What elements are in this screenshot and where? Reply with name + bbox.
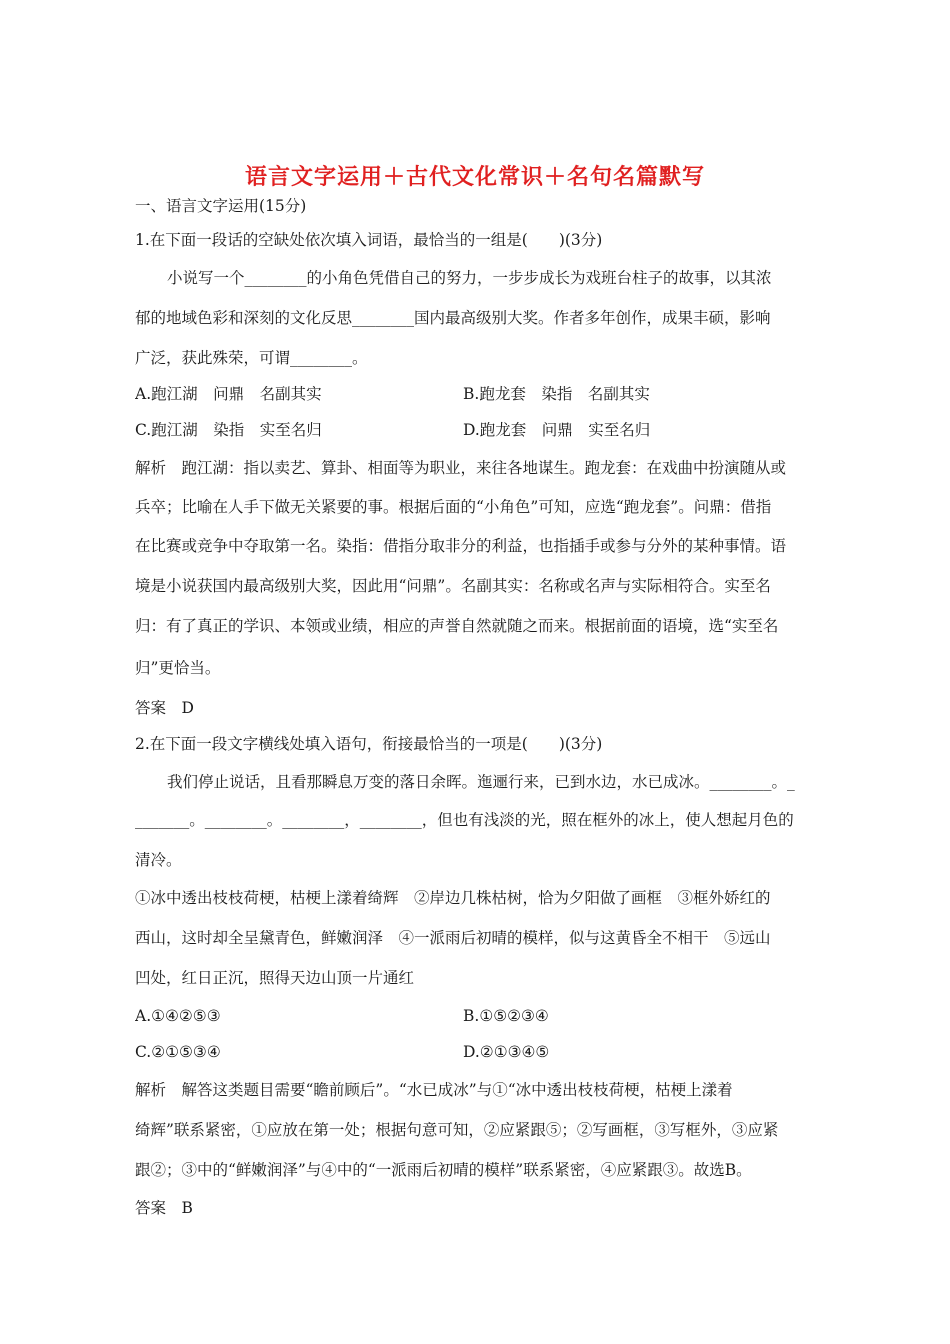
q2-option-b: B.①⑤②③④ [463, 1007, 549, 1025]
q1-passage-line: 广泛，获此殊荣，可谓________。 [135, 349, 368, 367]
section-heading: 一、语言文字运用(15分) [135, 197, 307, 215]
q2-analysis-line: 跟②；③中的“鲜嫩润泽”与④中的“一派雨后初晴的模样”联系紧密，④应紧跟③。故选B。 [135, 1161, 752, 1179]
q1-option-c: C.跑江湖 染指 实至名归 [135, 421, 322, 439]
q1-option-d: D.跑龙套 问鼎 实至名归 [463, 421, 651, 439]
page-title: 语言文字运用＋古代文化常识＋名句名篇默写 [244, 165, 705, 190]
q1-option-b: B.跑龙套 染指 名副其实 [463, 385, 650, 403]
q2-passage-line: 清冷。 [135, 851, 182, 869]
q1-stem: 1.在下面一段话的空缺处依次填入词语，最恰当的一组是( )(3分) [135, 231, 603, 249]
q1-analysis-line: 解析 跑江湖：指以卖艺、算卦、相面等为职业，来往各地谋生。跑龙套：在戏曲中扮演随从或 [135, 459, 787, 477]
q1-analysis-line: 境是小说获国内最高级别大奖，因此用“问鼎”。名副其实：名称或名声与实际相符合。实至名 [135, 577, 771, 595]
q2-option-a: A.①④②⑤③ [135, 1007, 221, 1025]
q2-answer: 答案 B [135, 1199, 193, 1217]
q1-analysis-line: 在比赛或竞争中夺取第一名。染指：借指分取非分的利益，也指插手或参与分外的某种事情。语 [135, 537, 787, 555]
q1-analysis-line: 归”更恰当。 [135, 659, 221, 677]
q1-option-a: A.跑江湖 问鼎 名副其实 [135, 385, 322, 403]
q2-stem: 2.在下面一段文字横线处填入语句，衔接最恰当的一项是( )(3分) [135, 735, 603, 753]
q1-answer: 答案 D [135, 699, 194, 717]
q1-analysis-line: 兵卒；比喻在人手下做无关紧要的事。根据后面的“小角色”可知，应选“跑龙套”。问鼎：借指 [135, 498, 772, 516]
q2-analysis-line: 解析 解答这类题目需要“瞻前顾后”。“水已成冰”与①“冰中透出枝枝荷梗，枯梗上漾着 [135, 1081, 733, 1099]
q2-item-line: 西山，这时却全呈黛青色，鲜嫩润泽 ④一派雨后初晴的模样，似与这黄昏全不相干 ⑤远山 [135, 929, 771, 947]
q2-analysis-line: 绮辉”联系紧密，①应放在第一处；根据句意可知，②应紧跟⑤；②写画框，③写框外，③应紧 [135, 1121, 779, 1139]
q2-passage-line: 我们停止说话，且看那瞬息万变的落日余晖。迤逦行来，已到水边，水已成冰。________。_ [167, 773, 795, 791]
q2-option-d: D.②①③④⑤ [463, 1043, 550, 1061]
q2-item-line: 凹处，红日正沉，照得天边山顶一片通红 [135, 969, 415, 987]
q1-analysis-line: 归：有了真正的学识、本领或业绩，相应的声誉自然就随之而来。根据前面的语境，选“实至名 [135, 617, 779, 635]
q1-passage-line: 小说写一个________的小角色凭借自己的努力，一步步成长为戏班台柱子的故事，以其浓 [167, 269, 772, 287]
q1-passage-line: 郁的地域色彩和深刻的文化反思________国内最高级别大奖。作者多年创作，成果丰硕，影响 [135, 309, 771, 327]
q2-item-line: ①冰中透出枝枝荷梗，枯梗上漾着绮辉 ②岸边几株枯树，恰为夕阳做了画框 ③框外娇红的 [135, 889, 771, 907]
q2-option-c: C.②①⑤③④ [135, 1043, 221, 1061]
q2-passage-line: _______。________。________，________，但也有浅淡的光，照在框外的冰上，使人想起月色的 [135, 811, 794, 829]
